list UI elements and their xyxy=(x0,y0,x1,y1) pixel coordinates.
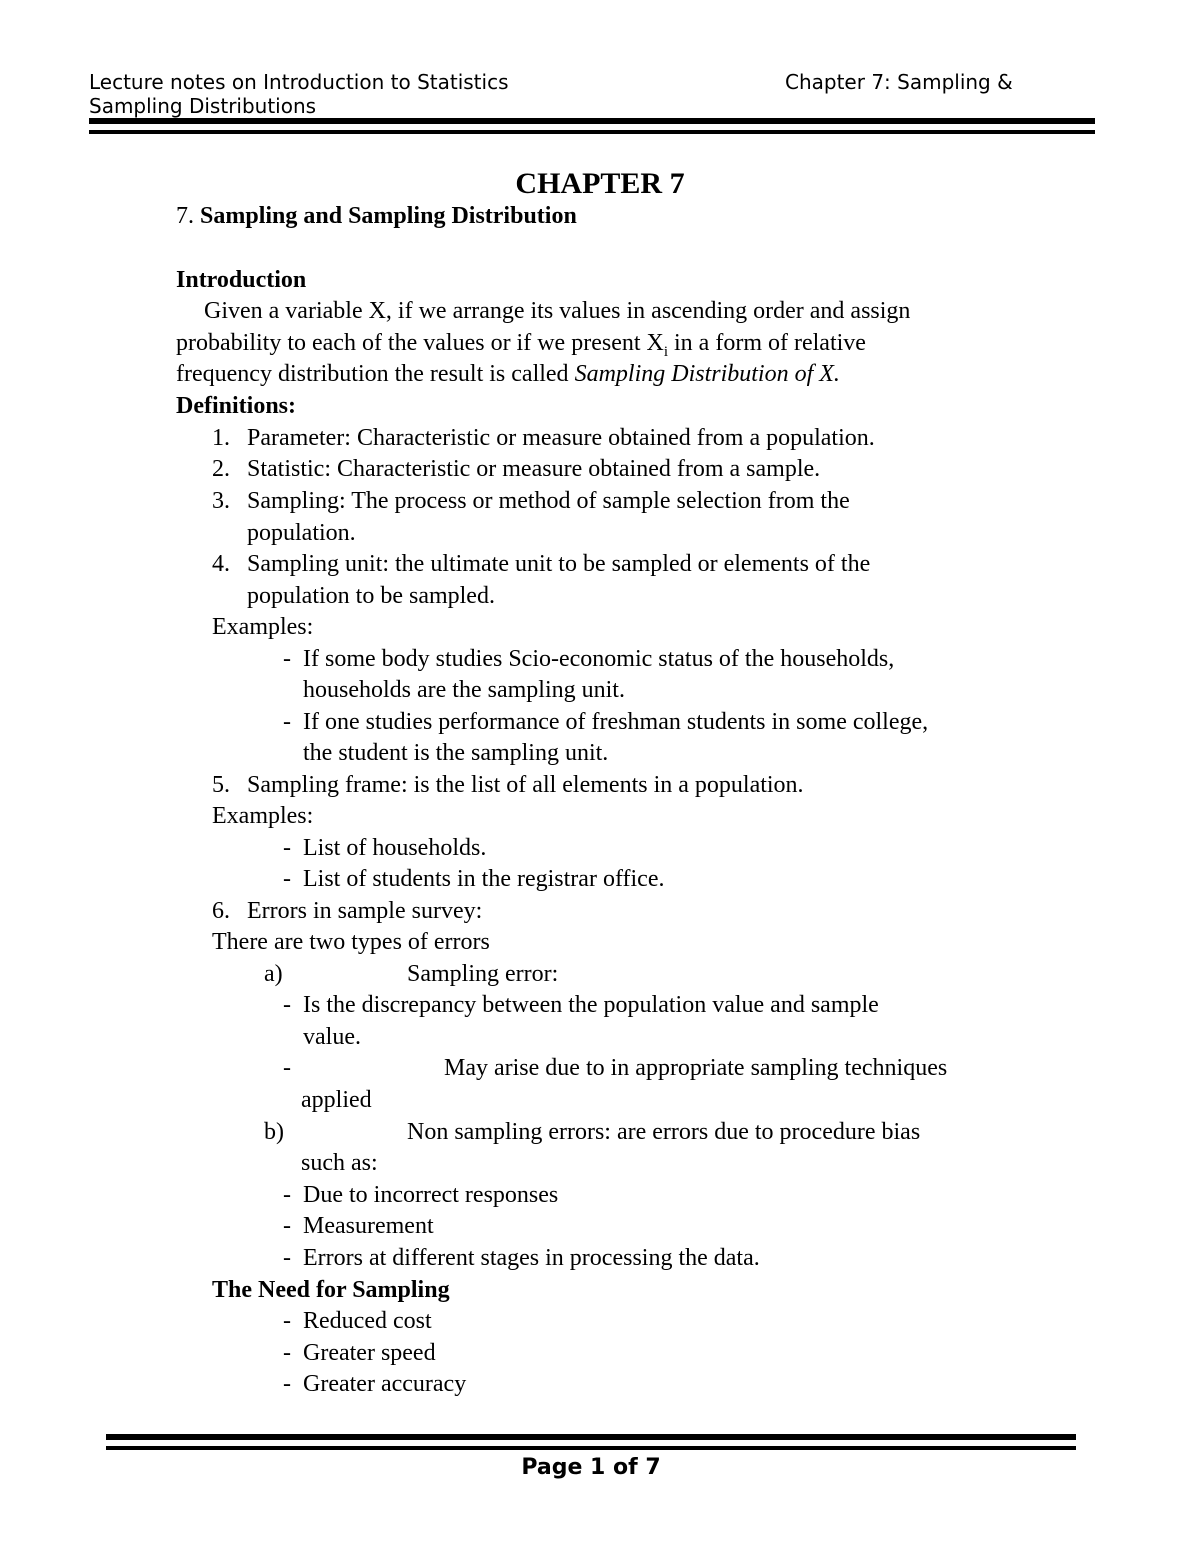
bullet-dash: - xyxy=(283,709,291,735)
examples-label-1: Examples: xyxy=(212,614,314,640)
def-num-4: 4. xyxy=(212,551,230,577)
def-item-4-line-2: population to be sampled. xyxy=(247,583,495,609)
section-title xyxy=(176,201,577,232)
footer-rule-thin xyxy=(106,1446,1076,1450)
intro-line-3 xyxy=(176,359,840,390)
bullet-dash: - xyxy=(283,1213,291,1239)
error-a-bullet-1-line-1: Is the discrepancy between the population value and sample xyxy=(303,992,879,1018)
def-item-2: Statistic: Characteristic or measure obtained from a sample. xyxy=(247,456,821,482)
bullet-dash: - xyxy=(283,646,291,672)
bullet-dash: - xyxy=(283,992,291,1018)
header-line2: Sampling Distributions xyxy=(89,94,317,118)
page-number: Page 1 of 7 xyxy=(521,1455,661,1480)
examples-label-2: Examples: xyxy=(212,803,314,829)
subscript-i: i xyxy=(663,343,669,360)
header-rule-thick xyxy=(89,118,1095,124)
def-item-5: Sampling frame: is the list of all elements in a population. xyxy=(247,772,804,798)
error-a-bullet-2-line-2: applied xyxy=(301,1087,372,1113)
intro-line-2b: in a form of relative xyxy=(668,330,866,356)
introduction-heading: Introduction xyxy=(176,267,307,293)
example-2-line-1: If one studies performance of freshman students in some college, xyxy=(303,709,929,735)
error-b-bullet-1: Due to incorrect responses xyxy=(303,1182,559,1208)
def-item-6: Errors in sample survey: xyxy=(247,898,483,924)
need-bullet-3: Greater accuracy xyxy=(303,1371,467,1397)
section-text: Sampling and Sampling Distribution xyxy=(200,203,577,229)
def-num-2: 2. xyxy=(212,456,230,482)
error-a-label: a) xyxy=(264,961,283,987)
def-item-1: Parameter: Characteristic or measure obtained from a population. xyxy=(247,425,875,451)
two-types-text: There are two types of errors xyxy=(212,929,490,955)
error-a-bullet-2-line-1: May arise due to in appropriate sampling techniques xyxy=(444,1055,948,1081)
need-bullet-1: Reduced cost xyxy=(303,1308,432,1334)
need-bullet-2: Greater speed xyxy=(303,1340,436,1366)
error-b-bullet-2: Measurement xyxy=(303,1213,434,1239)
intro-line-3a: frequency distribution the result is called xyxy=(176,361,575,387)
intro-line-2a: probability to each of the values or if we present X xyxy=(176,330,664,356)
bullet-dash: - xyxy=(283,835,291,861)
def-num-6: 6. xyxy=(212,898,230,924)
bullet-dash: - xyxy=(283,1308,291,1334)
chapter-title: CHAPTER 7 xyxy=(515,167,685,200)
bullet-dash: - xyxy=(283,1340,291,1366)
section-number: 7. xyxy=(176,203,194,229)
error-b-cont: such as: xyxy=(301,1150,378,1176)
header-rule-thin xyxy=(89,130,1095,134)
example-1-line-1: If some body studies Scio-economic status of the households, xyxy=(303,646,895,672)
intro-line-1: Given a variable X, if we arrange its values in ascending order and assign xyxy=(204,298,911,324)
bullet-dash: - xyxy=(283,1055,291,1081)
def-num-1: 1. xyxy=(212,425,230,451)
def-item-4-line-1: Sampling unit: the ultimate unit to be sampled or elements of the xyxy=(247,551,871,577)
intro-line-3-italic: Sampling Distribution of X. xyxy=(574,361,840,387)
need-heading: The Need for Sampling xyxy=(212,1277,450,1303)
def-item-3-line-2: population. xyxy=(247,520,356,546)
footer-rule-thick xyxy=(106,1434,1076,1440)
error-b-label: b) xyxy=(264,1119,284,1145)
error-b-bullet-3: Errors at different stages in processing the data. xyxy=(303,1245,760,1271)
bullet-dash: - xyxy=(283,1245,291,1271)
bullet-dash: - xyxy=(283,1371,291,1397)
bullet-dash: - xyxy=(283,866,291,892)
error-a-bullet-1-line-2: value. xyxy=(303,1024,361,1050)
definitions-heading: Definitions: xyxy=(176,393,296,419)
def-num-3: 3. xyxy=(212,488,230,514)
example-frame-1: List of households. xyxy=(303,835,487,861)
header-right: Chapter 7: Sampling & xyxy=(785,70,1013,94)
example-frame-2: List of students in the registrar office. xyxy=(303,866,665,892)
def-num-5: 5. xyxy=(212,772,230,798)
header-left: Lecture notes on Introduction to Statistics xyxy=(89,70,509,94)
error-a-title: Sampling error: xyxy=(407,961,559,987)
example-1-line-2: households are the sampling unit. xyxy=(303,677,625,703)
example-2-line-2: the student is the sampling unit. xyxy=(303,740,609,766)
error-b-title: Non sampling errors: are errors due to procedure bias xyxy=(407,1119,921,1145)
bullet-dash: - xyxy=(283,1182,291,1208)
def-item-3-line-1: Sampling: The process or method of sample selection from the xyxy=(247,488,850,514)
